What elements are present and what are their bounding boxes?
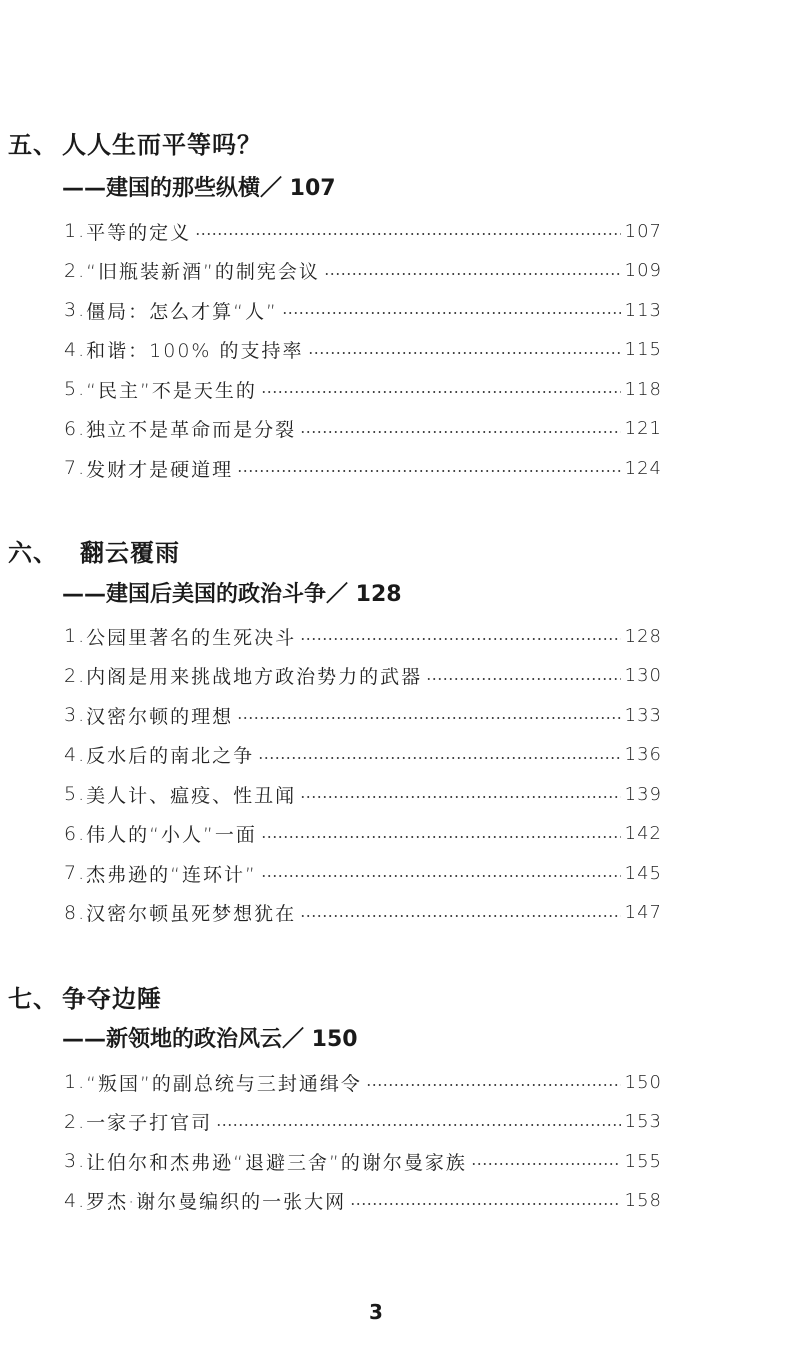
toc-entry[interactable]	[64, 453, 662, 483]
entry-page: 153	[624, 1111, 662, 1132]
dot-leader	[324, 273, 621, 275]
dot-leader	[258, 757, 620, 759]
entry-index: 5.	[64, 783, 87, 805]
toc-entry[interactable]	[64, 1186, 662, 1216]
dot-leader	[237, 717, 620, 719]
chapter-number: 七、	[8, 985, 58, 1013]
toc-entry[interactable]	[64, 256, 662, 286]
toc-entry[interactable]	[64, 374, 662, 404]
dot-leader	[471, 1163, 621, 1165]
chapter-title	[8, 984, 162, 1014]
dot-leader	[366, 1084, 621, 1086]
entry-index: 6.	[64, 417, 87, 440]
entry-title: 和谐：100% 的支持率	[86, 340, 304, 362]
toc-entry[interactable]	[64, 621, 662, 651]
toc-entry[interactable]	[64, 661, 662, 691]
entry-index: 1.	[64, 1071, 87, 1093]
entry-title: 平等的定义	[86, 221, 192, 244]
entry-title: 罗杰·谢尔曼编织的一张大网	[86, 1191, 347, 1213]
entry-index: 1.	[64, 625, 87, 647]
entry-title: 僵局：怎么才算“人”	[86, 300, 278, 323]
chapter-subtitle: ——新领地的政治风云／ 150	[62, 1027, 358, 1052]
entry-index: 4.	[64, 1189, 87, 1212]
chapter-subtitle: ——建国的那些纵横／ 107	[62, 176, 336, 201]
entry-title: 反水后的南北之争	[86, 745, 255, 767]
entry-page: 107	[624, 220, 662, 242]
toc-entry[interactable]	[64, 1146, 662, 1176]
entry-title: 汉密尔顿虽死梦想犹在	[86, 903, 297, 925]
entry-index: 8.	[64, 901, 87, 924]
dot-leader	[300, 796, 620, 798]
entry-page: 142	[624, 823, 662, 844]
entry-title: 美人计、瘟疫、性丑闻	[86, 784, 297, 807]
entry-index: 2.	[64, 1110, 87, 1133]
entry-index: 3.	[64, 299, 87, 321]
entry-title: “旧瓶装新酒”的制宪会议	[86, 261, 320, 283]
entry-title: 内阁是用来挑战地方政治势力的武器	[86, 666, 423, 688]
dot-leader	[308, 352, 621, 354]
entry-title: 汉密尔顿的理想	[86, 705, 234, 728]
toc-entry[interactable]	[64, 1107, 662, 1137]
dot-leader	[216, 1124, 620, 1126]
toc-entry[interactable]	[64, 700, 662, 730]
toc-entry[interactable]	[64, 216, 662, 246]
toc-entry[interactable]	[64, 858, 662, 888]
entry-title: 发财才是硬道理	[86, 458, 234, 481]
dot-leader	[300, 915, 620, 917]
chapter-title	[8, 538, 180, 568]
entry-page: 147	[624, 902, 662, 923]
entry-page: 128	[624, 625, 662, 647]
entry-index: 3.	[64, 1150, 87, 1172]
entry-page: 130	[624, 665, 662, 686]
entry-title: 独立不是革命而是分裂	[86, 419, 297, 441]
dot-leader	[300, 431, 620, 433]
entry-page: 113	[624, 299, 662, 321]
dot-leader	[237, 470, 620, 472]
entry-title: 杰弗逊的“连环计”	[86, 863, 257, 886]
toc-entry[interactable]	[64, 819, 662, 849]
entry-title: 伟人的“小人”一面	[86, 824, 257, 846]
entry-index: 2.	[64, 664, 87, 687]
toc-entry[interactable]	[64, 335, 662, 365]
chapter-heading: 人人生而平等吗？	[62, 131, 262, 159]
entry-page: 139	[624, 783, 662, 805]
entry-page: 109	[624, 260, 662, 281]
entry-page: 133	[624, 704, 662, 726]
dot-leader	[282, 312, 621, 314]
entry-title: 公园里著名的生死决斗	[86, 626, 297, 649]
toc-entry[interactable]	[64, 1067, 662, 1097]
dot-leader	[426, 678, 620, 680]
entry-index: 1.	[64, 220, 87, 242]
entry-page: 118	[624, 378, 662, 400]
toc-entry[interactable]	[64, 898, 662, 928]
chapter-title	[8, 130, 262, 160]
chapter-heading: 翻云覆雨	[80, 539, 180, 567]
entry-page: 136	[624, 744, 662, 765]
dot-leader	[261, 836, 621, 838]
entry-index: 5.	[64, 378, 87, 400]
chapter-subtitle: ——建国后美国的政治斗争／ 128	[62, 582, 402, 607]
chapter-heading: 争夺边陲	[62, 985, 162, 1013]
entry-index: 7.	[64, 862, 87, 884]
dot-leader	[261, 875, 621, 877]
toc-entry[interactable]	[64, 295, 662, 325]
dot-leader	[195, 233, 620, 235]
entry-title: 一家子打官司	[86, 1112, 213, 1134]
entry-title: 让伯尔和杰弗逊“退避三舍”的谢尔曼家族	[86, 1151, 467, 1174]
entry-page: 150	[624, 1071, 662, 1093]
chapter-number: 六、	[8, 539, 58, 567]
toc-entry[interactable]	[64, 779, 662, 809]
dot-leader	[261, 391, 621, 393]
entry-title: “民主”不是天生的	[86, 379, 257, 402]
entry-page: 115	[624, 339, 662, 360]
entry-title: “叛国”的副总统与三封通缉令	[86, 1072, 362, 1095]
chapter-number: 五、	[8, 131, 58, 159]
entry-page: 155	[624, 1150, 662, 1172]
page-number: 3	[369, 1300, 383, 1324]
dot-leader	[300, 638, 620, 640]
entry-index: 3.	[64, 704, 87, 726]
entry-index: 7.	[64, 457, 87, 479]
entry-page: 158	[624, 1190, 662, 1211]
entry-page: 145	[624, 862, 662, 884]
entry-page: 124	[624, 457, 662, 479]
dot-leader	[350, 1203, 620, 1205]
entry-index: 4.	[64, 338, 87, 361]
entry-index: 6.	[64, 822, 87, 845]
entry-index: 2.	[64, 259, 87, 282]
entry-page: 121	[624, 418, 662, 439]
entry-index: 4.	[64, 743, 87, 766]
toc-entry[interactable]	[64, 414, 662, 444]
toc-entry[interactable]	[64, 740, 662, 770]
